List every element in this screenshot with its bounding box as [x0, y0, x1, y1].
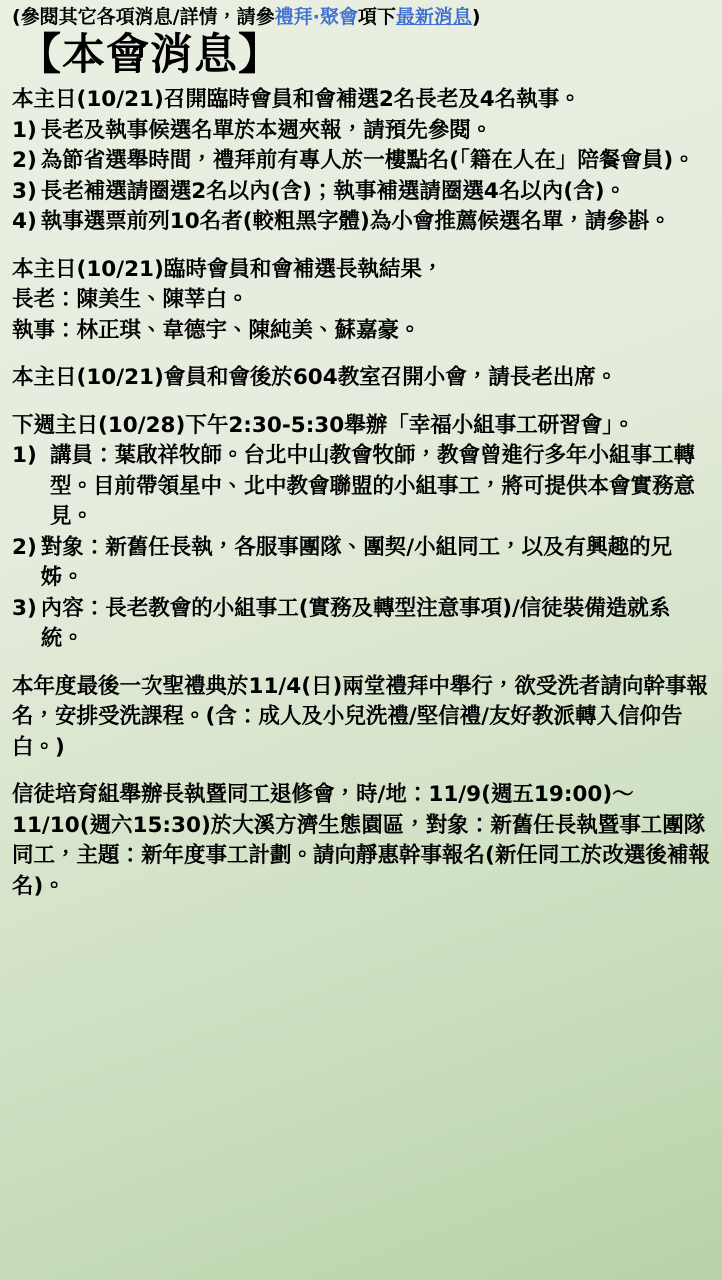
- list-item-marker: 1): [12, 117, 37, 143]
- link-worship-meeting[interactable]: 禮拜·聚會: [274, 6, 358, 28]
- link-latest-news[interactable]: 最新消息: [395, 6, 472, 28]
- header-notice-middle: 項下: [357, 6, 396, 28]
- list-item-text: 為節省選舉時間，禮拜前有專人於一樓點名(「籍在人在」陪餐會員)。: [40, 148, 695, 174]
- members-meeting-lead: 本主日(10/21)召開臨時會員和會補選2名長老及4名執事。: [12, 87, 581, 113]
- list-item-text: 對象：新舊任長執，各服事團隊、團契/小組同工，以及有興趣的兄姊。: [40, 534, 673, 591]
- spacer: [12, 238, 712, 255]
- list-item-marker: 1): [12, 443, 37, 469]
- election-result-heading: 本主日(10/21)臨時會員和會補選長執結果，: [12, 256, 444, 282]
- list-item-marker: 3): [12, 595, 37, 621]
- list-item-text: 長老及執事候選名單於本週夾報，請預先參閱。: [40, 117, 493, 143]
- list-item: [12, 441, 712, 533]
- header-notice: [12, 6, 712, 30]
- list-item-text: 執事選票前列10名者(較粗黑字體)為小會推薦候選名單，請參斟。: [40, 209, 671, 235]
- session-meeting-notice: 本主日(10/21)會員和會後於604教室召開小會，請長老出席。: [12, 365, 618, 391]
- spacer: [12, 394, 712, 411]
- list-item-marker: 4): [12, 209, 37, 235]
- election-result-deacons: 執事：林正琪、韋德宇、陳純美、蘇嘉豪。: [12, 317, 421, 343]
- training-heading: 下週主日(10/28)下午2:30-5:30舉辦「幸福小組事工研習會」。: [12, 412, 635, 438]
- header-notice-prefix: (參閱其它各項消息/詳情，請參: [12, 6, 275, 28]
- list-item: [12, 116, 712, 147]
- list-item: [12, 207, 712, 238]
- election-result-elders: 長老：陳美生、陳莘白。: [12, 287, 249, 313]
- header-notice-suffix: ): [471, 6, 481, 28]
- list-item: [12, 533, 712, 594]
- list-item: [12, 146, 712, 177]
- retreat-notice: 信徒培育組舉辦長執暨同工退修會，時/地：11/9(週五19:00)～11/10(週六15:30)於大溪方濟生態園區，對象：新舊任長執暨事工團隊同工，主題：新年度事工計劃。請向靜惠幹事報名(新任同工於改選後補報名)。: [12, 782, 710, 899]
- page-title: 【本會消息】: [18, 29, 282, 80]
- spacer: [12, 655, 712, 672]
- list-item: [12, 594, 712, 655]
- list-item: [12, 177, 712, 208]
- list-item-marker: 2): [12, 148, 37, 174]
- list-item-marker: 3): [12, 178, 37, 204]
- baptism-notice: 本年度最後一次聖禮典於11/4(日)兩堂禮拜中舉行，欲受洗者請向幹事報名，安排受洗課程。(含：成人及小兒洗禮/堅信禮/友好教派轉入信仰告白。): [12, 673, 708, 760]
- list-item-marker: 2): [12, 534, 37, 560]
- spacer: [12, 346, 712, 363]
- list-item-text: 內容：長老教會的小組事工(實務及轉型注意事項)/信徒裝備造就系統。: [40, 595, 671, 652]
- list-item-text: 長老補選請圈選2名以內(含)；執事補選請圈選4名以內(含)。: [40, 178, 627, 204]
- spacer: [12, 763, 712, 780]
- list-item-text: 講員：葉啟祥牧師。台北中山教會牧師，教會曾進行多年小組事工轉型。目前帶領星中、北中教會聯盟的小組事工，將可提供本會實務意見。: [50, 443, 696, 530]
